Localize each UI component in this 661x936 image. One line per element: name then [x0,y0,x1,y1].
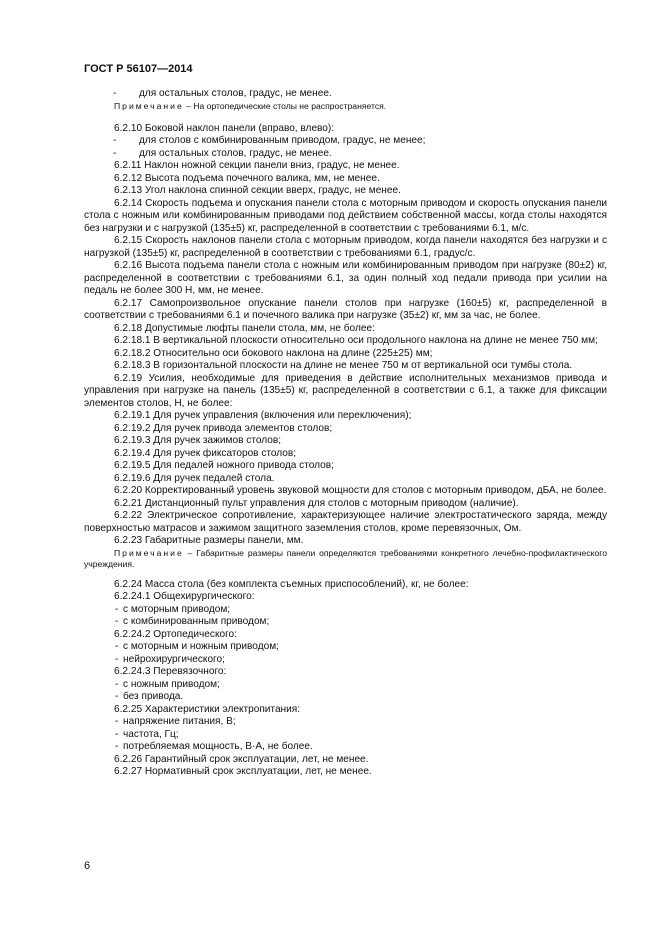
clause: 6.2.19.5 Для педалей ножного привода столов; [114,460,334,471]
list-item: - с моторным и ножным приводом; [115,641,279,652]
clause: 6.2.18.2 Относительно оси бокового наклона на длине (225±25) мм; [114,347,433,359]
list-item: - нейрохирургического; [115,653,225,665]
clause: 6.2.24 Масса стола (без комплекта съемных приспособлений), кг, не более: [114,578,469,590]
clause: 6.2.16 Высота подъема панели стола с ножным или комбинированным приводом при нагрузке (80±2) кг, распределенной в соответствии с требованиями 6.1, за один полный ход педали привода при усилии на педаль не более 300 Н, мм, не менее. [84,260,607,296]
list-item: - напряжение питания, В; [115,716,236,727]
clause: 6.2.13 Угол наклона спинной секции вверх, градус, не менее. [114,185,401,196]
clause: 6.2.10 Боковой наклон панели (вправо, влево): [114,122,335,134]
clause: 6.2.27 Нормативный срок эксплуатации, лет, не менее. [114,766,372,777]
clause: 6.2.12 Высота подъема почечного валика, мм, не менее. [114,172,380,184]
clause: 6.2.15 Скорость наклонов панели стола с моторным приводом, когда панели находятся без нагрузки и с нагрузкой (135±5) кг, распределенной в соответствии с требованиями 6.1, градус/с. [84,235,607,259]
document-body [84,88,607,779]
list-item: - без привода. [115,691,184,702]
list-item: - с комбинированным приводом; [115,616,270,627]
clause: 6.2.14 Скорость подъема и опускания панели стола с моторным приводом и скорость опускания панели стола с ножным или комбинированным приводами под действием собственной массы, когда столы находятся без нагрузки и с нагрузкой (135±5) кг, распределенной в соответствии с требованиями 6.1, м/с. [84,197,607,234]
clause: 6.2.24.2 Ортопедического: [114,628,237,640]
clause: 6.2.25 Характеристики электропитания: [114,703,301,715]
clause: 6.2.19.3 Для ручек зажимов столов; [114,435,282,446]
clause: 6.2.23 Габаритные размеры панели, мм. [114,535,304,546]
list-item: - с ножным приводом; [115,678,220,690]
clause: 6.2.26 Гарантийный срок эксплуатации, лет, не менее. [114,753,369,765]
list-item: - для остальных столов, градус, не менее. [113,147,332,159]
clause: 6.2.19.2 Для ручек привода элементов столов; [114,422,333,434]
clause: 6.2.17 Самопроизвольное опускание панели столов при нагрузке (160±5) кг, распределенной в соответствии с требованиями 6.1 и почечного валика при нагрузке (35±2) кг, мм за час, не более. [84,297,607,321]
list-item: - с моторным приводом; [115,603,231,615]
list-item: - для остальных столов, градус, не менее. [113,88,332,99]
document-header: ГОСТ Р 56107—2014 [84,63,193,75]
clause: 6.2.20 Корректированный уровень звуковой мощности для столов с моторным приводом, дБА, не более. [114,485,607,496]
clause: 6.2.19.1 Для ручек управления (включения или переключения); [114,410,412,421]
note: Примечание – Габаритные размеры панели определяются требованиями конкретного лечебно-профилактического учреждения. [84,547,607,569]
note: Примечание – На ортопедические столы не распространяется. [114,100,387,111]
list-item: - для столов с комбинированным приводом, градус, не менее; [113,135,426,146]
clause: 6.2.18.3 В горизонтальной плоскости на длине не менее 750 м от вертикальной оси тумбы стола. [114,360,573,371]
clause: 6.2.18 Допустимые люфты панели стола, мм, не более: [114,322,375,334]
list-item: - частота, Гц; [115,728,179,740]
clause: 6.2.21 Дистанционный пульт управления для столов с моторным приводом (наличие). [114,497,519,509]
clause: 6.2.19.4 Для ручек фиксаторов столов; [114,447,297,459]
clause: 6.2.22 Электрическое сопротивление, характеризующее наличие электростатического заряда, между поверхностью матрасов и зажимом защитного заземления столов, кроме перевязочных, Ом. [84,510,607,534]
list-item: - потребляемая мощность, В·А, не более. [115,741,313,752]
clause: 6.2.19 Усилия, необходимые для приведения в действие исполнительных механизмов привода и управления при нагрузке на панель (135±5) кг, распределенной в соответствии с 6.1, а также для фиксации элементов столов, Н, не более: [84,372,607,409]
clause: 6.2.19.6 Для ручек педалей стола. [114,472,275,484]
clause: 6.2.11 Наклон ножной секции панели вниз, градус, не менее. [114,160,400,171]
clause: 6.2.18.1 В вертикальной плоскости относительно оси продольного наклона на длине не менее 750 мм; [114,335,598,346]
page-number: 6 [84,860,91,872]
clause: 6.2.24.3 Перевязочного: [114,666,227,677]
clause: 6.2.24.1 Общехирургического: [114,591,255,602]
